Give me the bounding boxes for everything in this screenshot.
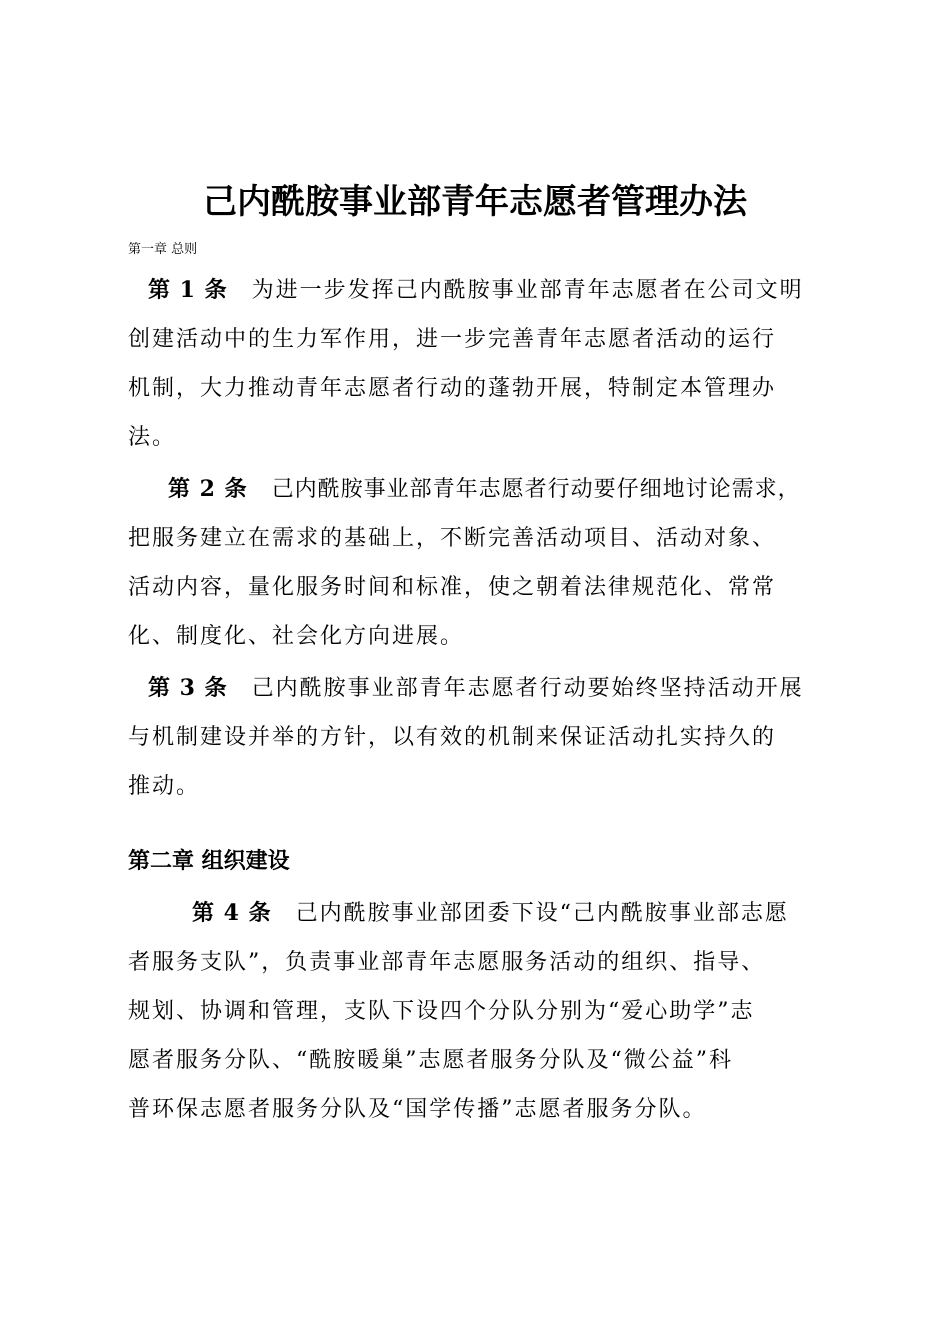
article-2-line-1	[128, 465, 828, 514]
article-3-line-3: 推动。	[128, 774, 201, 799]
article-1-line-3: 机制，大力推动青年志愿者行动的蓬勃开展，特制定本管理办	[128, 376, 777, 401]
article-3	[128, 664, 828, 811]
article-2	[128, 465, 828, 661]
article-4-number: 第 4 条	[192, 900, 272, 926]
article-4-line-3: 规划、协调和管理，支队下设四个分队分别为“爱心助学”志	[128, 999, 755, 1024]
article-4	[128, 889, 828, 1134]
article-4-line-1	[128, 889, 828, 938]
article-4-line-5: 普环保志愿者服务分队及“国学传播”志愿者服务分队。	[128, 1097, 707, 1122]
article-3-line-2: 与机制建设并举的方针，以有效的机制来保证活动扎实持久的	[128, 725, 777, 750]
article-2-line-3: 活动内容，量化服务时间和标准，使之朝着法律规范化、常常	[128, 575, 777, 600]
article-2-line-2: 把服务建立在需求的基础上，不断完善活动项目、活动对象、	[128, 526, 777, 551]
article-4-line-4: 愿者服务分队、“酰胺暖巢”志愿者服务分队及“微公益”科	[128, 1048, 733, 1073]
chapter-2-heading: 第二章 组织建设	[128, 849, 290, 874]
article-1-line-1	[128, 266, 828, 315]
article-1-line-4: 法。	[128, 425, 177, 450]
article-3-text: 己内酰胺事业部青年志愿者行动要始终坚持活动开展	[251, 676, 804, 701]
article-3-line-1	[128, 664, 828, 713]
chapter-1-heading: 第一章 总则	[128, 242, 198, 257]
article-1-line-2: 创建活动中的生力军作用，进一步完善青年志愿者活动的运行	[128, 327, 777, 352]
article-1-text: 为进一步发挥己内酰胺事业部青年志愿者在公司文明	[251, 278, 804, 303]
article-2-number: 第 2 条	[168, 476, 248, 502]
article-1	[128, 266, 828, 462]
article-1-number: 第 1 条	[148, 277, 228, 303]
article-2-text: 己内酰胺事业部青年志愿者行动要仔细地讨论需求，	[271, 477, 801, 502]
article-4-line-2: 者服务支队”，负责事业部青年志愿服务活动的组织、指导、	[128, 950, 766, 975]
article-4-text: 己内酰胺事业部团委下设“己内酰胺事业部志愿	[295, 901, 789, 926]
document-title: 己内酰胺事业部青年志愿者管理办法	[203, 182, 747, 222]
article-3-number: 第 3 条	[148, 675, 228, 701]
article-2-line-4: 化、制度化、社会化方向进展。	[128, 624, 465, 649]
